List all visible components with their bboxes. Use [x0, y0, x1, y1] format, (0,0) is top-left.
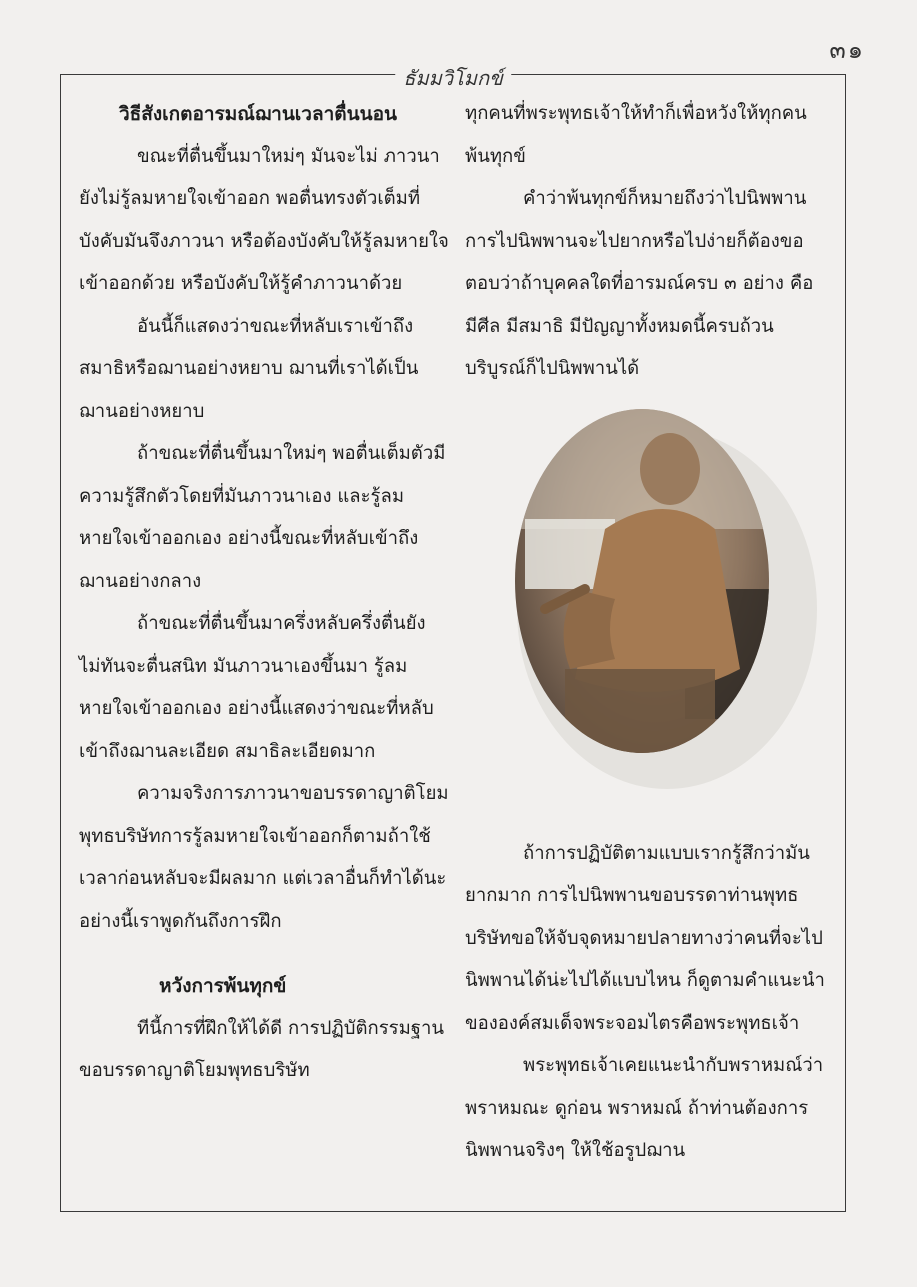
- paragraph: คำว่าพ้นทุกข์ก็หมายถึงว่าไปนิพพาน การไปนิพพานจะไปยากหรือไปง่ายก็ต้องขอตอบว่าถ้าบุคคลใดที่อารมณ์ครบ ๓ อย่าง คือมีศีล มีสมาธิ มีปัญญาทั้งหมดนี้ครบถ้วนบริบูรณ์ก็ไปนิพพานได้: [465, 188, 814, 379]
- paragraph: ความจริงการภาวนาขอบรรดาญาติโยมพุทธบริษัทการรู้ลมหายใจเข้าออกก็ตามถ้าใช้เวลาก่อนหลับจะมีผลมาก แต่เวลาอื่นก็ทำได้นะ อย่างนี้เราพูดกันถึงการฝึก: [79, 783, 449, 932]
- paragraph: [79, 136, 449, 306]
- paragraph: ถ้าการปฏิบัติตามแบบเรากรู้สึกว่ามันยากมาก การไปนิพพานขอบรรดาท่านพุทธบริษัทขอให้จับจุดหมายปลายทางว่าคนที่จะไปนิพพานได้น่ะไปได้แบบไหน ก็ดูตามคำแนะนำขององค์สมเด็จพระจอมไตรคือพระพุทธเจ้า: [465, 842, 825, 1034]
- paragraph: ทุกคนที่พระพุทธเจ้าให้ทำก็เพื่อหวังให้ทุกคนพ้นทุกข์: [465, 103, 807, 167]
- left-column: [79, 93, 449, 1093]
- page-number: ๓๑: [829, 36, 865, 64]
- paragraph: พระพุทธเจ้าเคยแนะนำกับพราหมณ์ว่า พราหมณะ ดูก่อน พราหมณ์ ถ้าท่านต้องการนิพพานจริงๆ ให้ใช้อรูปฌาน: [465, 1055, 824, 1161]
- running-header-title: ธัมมวิโมกข์: [395, 62, 511, 94]
- right-column: [465, 93, 825, 1173]
- paragraph: ถ้าขณะที่ตื่นขึ้นมาครึ่งหลับครึ่งตื่นยังไม่ทันจะตื่นสนิท มันภาวนาเองขึ้นมา รู้ลมหายใจเข้าออกเอง อย่างนี้แสดงว่าขณะที่หลับเข้าถึงฌานละเอียด สมาธิละเอียดมาก: [79, 613, 434, 762]
- paragraph: ถ้าขณะที่ตื่นขึ้นมาใหม่ๆ พอตื่นเต็มตัวมีความรู้สึกตัวโดยที่มันภาวนาเอง และรู้ลมหายใจเข้าออกเอง อย่างนี้ขณะที่หลับเข้าถึงฌานอย่างกลาง: [79, 443, 446, 592]
- paragraph-continuation: ภาวนา ยังไม่รู้ลมหายใจเข้าออก พอตื่นทรงตัวเต็มที่ บังคับมันจึงภาวนา หรือต้องบังคับให้รู้ลมหายใจเข้าออกด้วย หรือบังคับให้รู้คำภาวนาด้วย: [79, 145, 449, 294]
- monk-photo: [515, 409, 769, 753]
- photo-area: [465, 409, 825, 809]
- paragraph: ทีนี้การที่ฝึกให้ได้ดี การปฏิบัติกรรมฐานขอบรรดาญาติโยมพุทธบริษัท: [79, 1017, 445, 1081]
- monk-figure-illustration: [515, 409, 769, 753]
- section-heading: วิธีสังเกตอารมณ์ฌานเวลาตื่นนอน: [119, 103, 397, 125]
- paragraph-first-line: ขณะที่ตื่นขึ้นมาใหม่ๆ มันจะไม่: [137, 145, 378, 167]
- page-frame: [60, 66, 846, 1212]
- section-heading: หวังการพ้นทุกข์: [159, 975, 287, 997]
- paragraph: อันนี้ก็แสดงว่าขณะที่หลับเราเข้าถึงสมาธิหรือฌานอย่างหยาบ ฌานที่เราได้เป็นฌานอย่างหยาบ: [79, 315, 419, 422]
